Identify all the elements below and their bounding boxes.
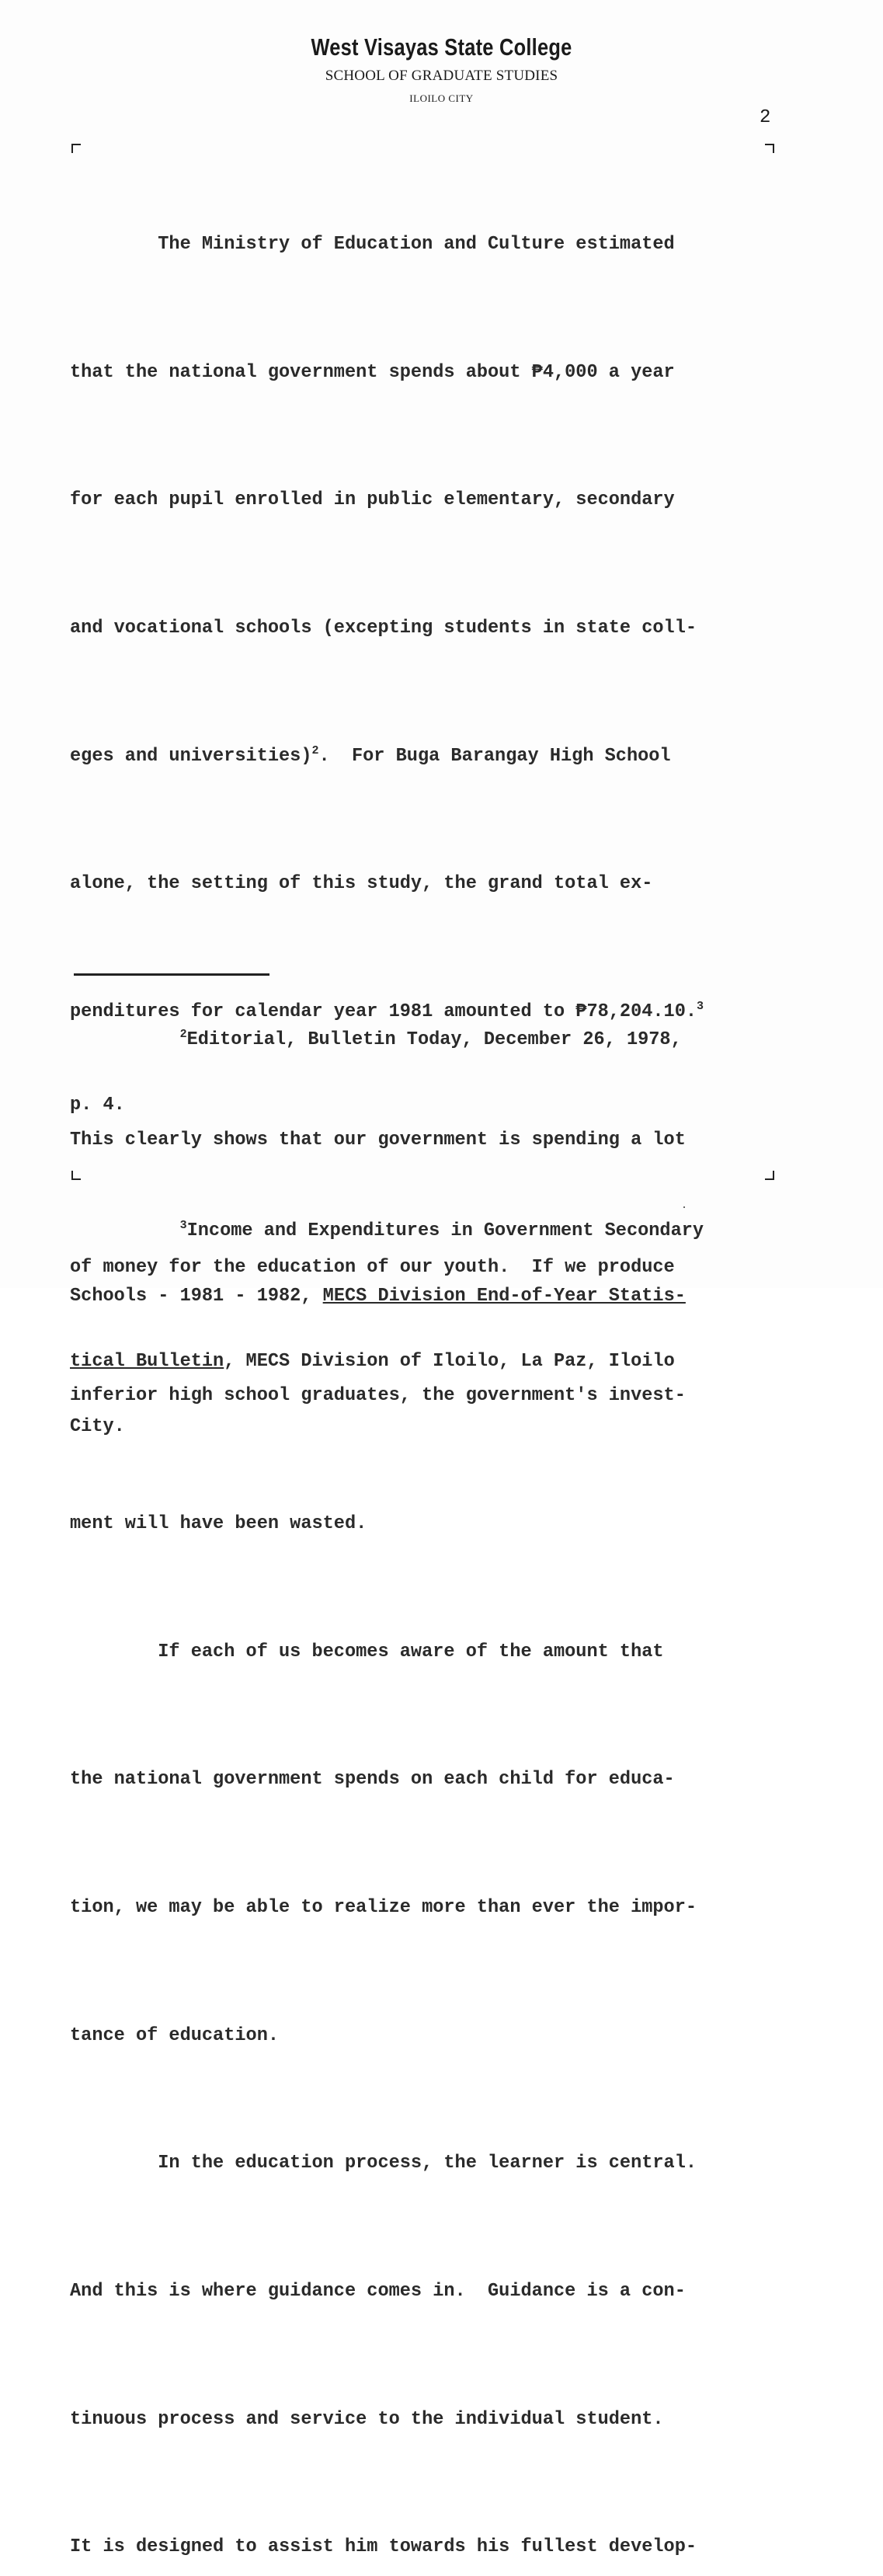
body-line: of money for the education of our youth. If we produce: [70, 1257, 675, 1279]
body-line: [70, 736, 784, 778]
footnote-text: Editorial, Bulletin Today, December 26, 1978,: [186, 1029, 682, 1050]
footnote-ref: 3: [697, 1000, 704, 1014]
body-line: This clearly shows that our government is spending a lot: [70, 1129, 686, 1150]
footnotes: [70, 987, 784, 1481]
page-number: 2: [760, 107, 771, 128]
footnote-text: , MECS Division of Iloilo, La Paz, Iloilo: [224, 1351, 675, 1372]
letterhead: [0, 33, 883, 106]
body-line: inferior high school graduates, the government's invest-: [70, 1385, 686, 1407]
footnote-marker: 2: [179, 1028, 187, 1042]
school-name: SCHOOL OF GRADUATE STUDIES: [325, 68, 558, 84]
body-line: the national government spends on each child for educa-: [70, 1769, 675, 1791]
footnote-3-cont: [70, 1285, 784, 1308]
footnote-2: [70, 1029, 784, 1052]
footnote-text: Income and Expenditures in Government Secondary: [186, 1220, 704, 1241]
body-line: that the national government spends about ₱4,000 a year: [70, 361, 675, 383]
body-line: It is designed to assist him towards his fullest develop-: [70, 2536, 697, 2558]
footnote-title: MECS Division End-of-Year Statis-: [322, 1286, 686, 1307]
body-line: In the education process, the learner is central.: [70, 2153, 697, 2174]
body-line: tance of education.: [70, 2024, 280, 2046]
body-line: If each of us becomes aware of the amount that: [70, 1641, 664, 1662]
body-line: tinuous process and service to the individual student.: [70, 2408, 664, 2430]
footnote-marker: 3: [179, 1219, 187, 1233]
footnote-ref: 2: [311, 743, 319, 757]
footnote-3: [70, 1220, 784, 1243]
body-line: The Ministry of Education and Culture estimated: [70, 233, 675, 255]
body-line-text: penditures for calendar year 1981 amounted to ₱78,204.10.: [70, 1001, 697, 1023]
footnote-title: tical Bulletin: [70, 1351, 224, 1372]
body-line: and vocational schools (excepting students in state coll-: [70, 617, 697, 639]
body-line: tion, we may be able to realize more than ever the impor-: [70, 1896, 697, 1918]
footnote-text: Schools - 1981 - 1982,: [70, 1286, 323, 1307]
body-line: for each pupil enrolled in public elementary, secondary: [70, 489, 675, 511]
body-line-text: . For Buga Barangay High School: [318, 745, 671, 767]
city-name: ILOILO CITY: [409, 92, 474, 104]
body-line-text: eges and universities): [70, 745, 312, 767]
footnote-3-cont: [70, 1350, 784, 1373]
footnote-spacer: [70, 1159, 784, 1178]
footnote-2-cont: p. 4.: [70, 1095, 125, 1116]
scan-speck: [683, 1206, 685, 1208]
body-line: alone, the setting of this study, the grand total ex-: [70, 873, 653, 895]
footnote-3-cont: City.: [70, 1416, 125, 1437]
body-line: And this is where guidance comes in. Guidance is a con-: [70, 2281, 686, 2303]
footnote-divider: [74, 973, 269, 976]
body-line: ment will have been wasted.: [70, 1513, 367, 1534]
college-name: West Visayas State College: [311, 33, 572, 61]
